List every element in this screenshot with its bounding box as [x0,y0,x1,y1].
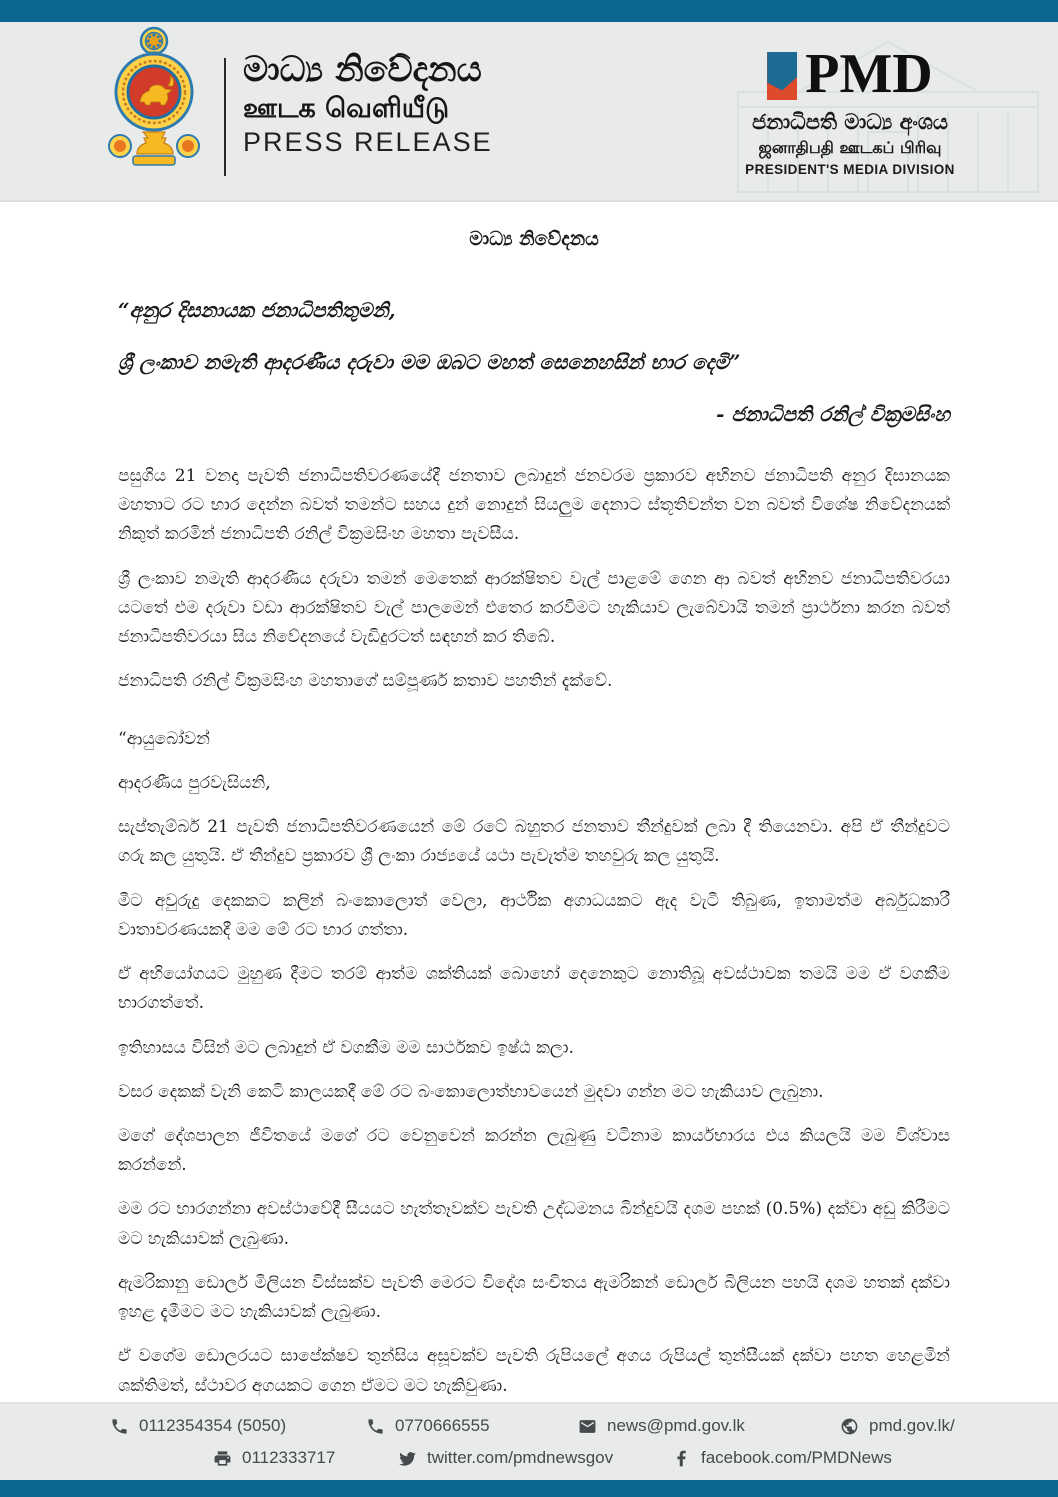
paragraph: මීට අවුරුදු දෙකකට කලින් බංකොලොත් වෙලා, ආර්ථික අගාධයකට ඇද වැටී තිබුණ, ඉතාමත්ම අර්බුධකාරී වාතාවරණයකදී මම මේ රට භාර ගත්තා. [118,890,950,940]
document-body [0,202,1058,1416]
paragraph: ආදරණීය පුරවැසියනි, [118,772,271,793]
paragraph: ඒ වගේම ඩොලරයට සාපේක්ෂව තුන්සිය අසූවක්ව පැවති රුපියලේ අගය රුපියල් තුන්සීයක් දක්වා පහත හෙළමින් ශක්තිමත්, ස්ථාවර අගයකට ගෙන ඒමට මට හැකිවුණා. [118,1346,950,1396]
facebook-link[interactable] [672,1448,892,1468]
paragraph: ජනාධිපති රනිල් වික්‍රමසිංහ මහතාගේ සම්පූර්ණ කතාව පහතින් දැක්වේ. [118,671,613,692]
fax-number: 0112333717 [242,1448,336,1467]
press-release-title-english: PRESS RELEASE [243,126,493,157]
quote-line-1: “අනුර දිසනායක ජනාධිපතිතුමනි, [118,298,396,322]
fax-contact [213,1448,335,1468]
paragraph: ඇමරිකානු ඩොලර් මිලියන විස්සක්ව පැවති මෙරට විදේශ සංචිතය ඇමරිකන් ඩොලර් බිලියන පහයි දශම හතක් දක්වා ඉහළ දැමීමට මට හැකියාවක් ලැබුණා. [118,1272,950,1323]
paragraph: මම රට භාරගන්නා අවස්ථාවේදී සීයයට හැත්තෑවක්ව පැවති උද්ධමනය බින්දුවයි දශම පහක් (0.5%) දක්වා අඩු කිරීමට මට හැකියාවක් ලැබුණා. [118,1199,950,1249]
email-address: news@pmd.gov.lk [607,1416,745,1435]
org-name-tamil: ஜனாதிபதி ஊடகப் பிரிவு [758,138,942,157]
contact-footer [0,1402,1058,1480]
phone-contact [110,1416,286,1436]
facebook-url: facebook.com/PMDNews [701,1448,892,1467]
paragraph: ඒ අභියෝගයට මුහුණ දීමට තරම් ආත්ම ශක්තියක් බොහෝ දෙනෙකුට නොතිබූ අවස්ථාවක තමයි මම ඒ වගකීම භාරගත්තේ. [118,964,950,1014]
pmd-logo-text: PMD [805,43,933,105]
press-release-title-tamil: ஊடக வெளியீடு [243,92,450,124]
facebook-icon [672,1449,691,1468]
paragraph: ඉතිහාසය විසින් මට ලබාදුන් ඒ වගකීම මම සාර්ථකව ඉෂ්ඨ කලා. [118,1037,574,1058]
website-link[interactable] [840,1416,955,1436]
letterhead [0,22,1058,202]
twitter-link[interactable] [398,1448,613,1468]
pmd-logo-block [700,43,1000,177]
sri-lanka-emblem-icon [104,26,204,168]
header-divider [224,58,226,176]
quote-line-2: ශ්‍රී ලංකාව නමැති ආදරණීය දරුවා මම ඔබට මහත් සෙනෙහසින් භාර දෙමි” [118,350,741,374]
press-release-title-sinhala: මාධ්‍ය නිවේදනය [243,50,482,90]
pmd-logo-icon [767,52,797,100]
paragraph: සැප්තැම්බර් 21 පැවති ජනාධිපතිවරණයෙන් මේ රටේ බහුතර ජනතාව තීන්දුවක් ලබා දී තියෙනවා. අපි ඒ තීන්දුවට ගරු කල යුතුයි. ඒ තීන්දුව ප්‍රකාරව ශ්‍රී ලංකා රාජ්‍යයේ යථා පැවැත්ම තහවුරු කල යුතුයි. [118,817,950,867]
quote-attribution: - ජනාධිපති රනිල් වික්‍රමසිංහ [716,402,950,426]
top-accent-bar [0,0,1058,22]
phone-icon [110,1417,129,1436]
mobile-contact [366,1416,490,1436]
document-title: මාධ්‍ය නිවේදනය [469,228,599,250]
phone-number: 0112354354 (5050) [139,1416,287,1435]
globe-icon [840,1417,859,1436]
paragraph: පසුගිය 21 වනදා පැවති ජනාධිපතිවරණයේදී ජනතාව ලබාදුන් ජනවරම ප්‍රකාරව අභිනව ජනාධිපති අනුර දිසානයක මහතාට රට භාර දෙන්න බවත් තමන්ට සහය දුන් නොදුන් සියලුම දෙනාට ස්තූතිවන්ත වන බවත් විශේෂ නිවේදනයක් නිකුත් කරමින් ජනාධිපති රනිල් වික්‍රමසිංහ මහතා පැවසීය. [118,466,950,545]
fax-icon [213,1449,232,1468]
paragraph: මගේ දේශපාලන ජීවිතයේ මගේ රට වෙනුවෙන් කරන්න ලැබුණු වටිනාම කාර්යභාරය එය කියලයි මම විශ්වාස කරන්නේ. [118,1125,950,1176]
org-name-english: PRESIDENT'S MEDIA DIVISION [745,162,955,177]
twitter-url: twitter.com/pmdnewsgov [427,1448,614,1467]
org-name-sinhala: ජනාධිපති මාධ්‍ය අංශය [751,110,949,134]
twitter-icon [398,1449,417,1468]
phone-number: 0770666555 [395,1416,490,1435]
bottom-accent-bar [0,1480,1058,1497]
email-contact[interactable] [578,1416,745,1436]
paragraph: ශ්‍රී ලංකාව නමැති ආදරණීය දරුවා තමන් මෙතෙක් ආරක්ෂිතව වැල් පාළමේ ගෙන ආ බවත් අභිනව ජනාධිපතිවරයා යටතේ එම දරුවා වඩා ආරක්ෂිතව වැල් පාලමෙන් එතෙර කරවීමට හැකියාව ලැබේවායි තමන් ප්‍රාර්ථනා කරන බවත් ජනාධිපතිවරයා සිය නිවේදනයේ වැඩිදුරටත් සඳහන් කර තිබේ. [118,568,950,648]
phone-icon [366,1417,385,1436]
email-icon [578,1417,597,1436]
website-url: pmd.gov.lk/ [869,1416,955,1435]
paragraph: “ආයුබෝවන් [118,728,210,749]
paragraph: වසර දෙකක් වැනි කෙටි කාලයකදී මේ රට බංකොලොත්භාවයෙන් මුදවා ගන්න මට හැකියාව ලැබුනා. [118,1081,824,1102]
